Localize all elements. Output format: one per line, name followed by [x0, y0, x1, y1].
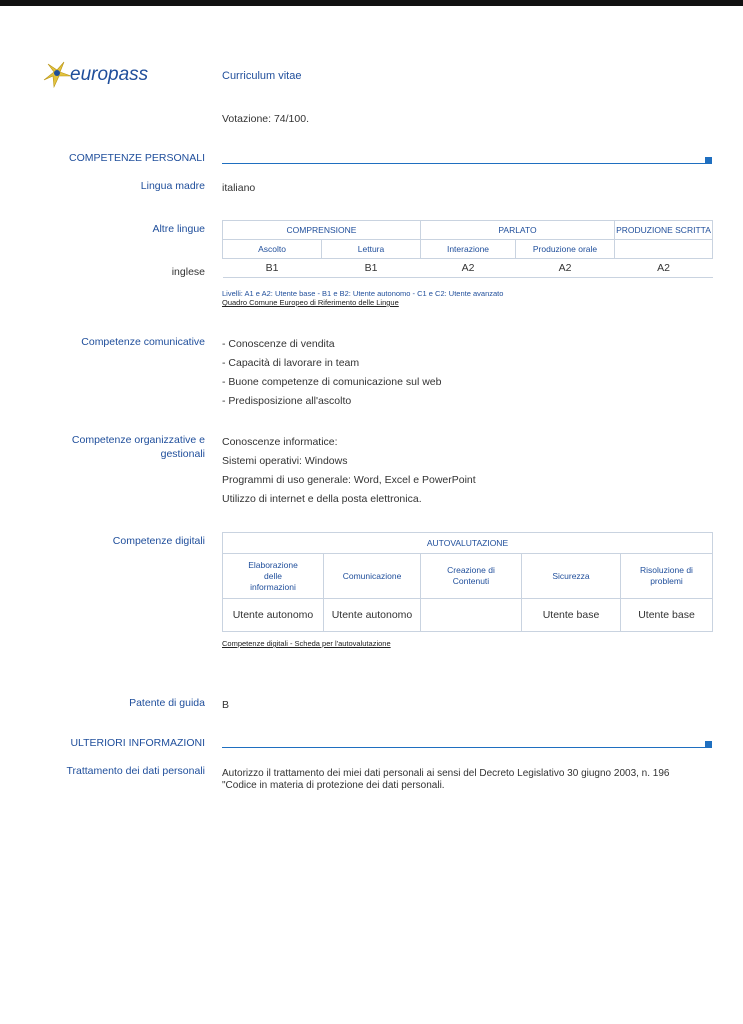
- digital-header-line: Comunicazione: [342, 570, 402, 581]
- mother-tongue-value: italiano: [222, 182, 256, 194]
- digital-header-line: Creazione di: [447, 565, 495, 575]
- section-title-personal: COMPETENZE PERSONALI: [69, 152, 205, 164]
- digital-header-content: [421, 554, 522, 599]
- organizational-item: Sistemi operativi: Windows: [222, 455, 348, 467]
- digital-header-line: problemi: [650, 576, 683, 586]
- logo-wordmark: europass: [70, 64, 149, 85]
- lang-level: B1: [322, 259, 421, 278]
- organizational-item: Utilizzo di internet e della posta elettronica.: [222, 493, 422, 505]
- lang-level: A2: [615, 259, 713, 278]
- lang-subhead-listening: Ascolto: [223, 240, 322, 259]
- communication-item: - Capacità di lavorare in team: [222, 357, 360, 369]
- lang-subhead-interaction: Interazione: [421, 240, 516, 259]
- organizational-item: Programmi di uso generale: Word, Excel e PowerPoint: [222, 474, 476, 486]
- lang-level: A2: [516, 259, 615, 278]
- lang-subhead-empty: [615, 240, 713, 259]
- digital-header-security: [522, 554, 621, 599]
- communication-item: - Predisposizione all'ascolto: [222, 395, 352, 407]
- other-languages-label: Altre lingue: [152, 223, 205, 235]
- digital-value: Utente base: [522, 599, 621, 632]
- digital-self-assessment-link[interactable]: Competenze digitali - Scheda per l'autovalutazione: [222, 639, 391, 648]
- document-title: Curriculum vitae: [222, 70, 302, 82]
- lang-level: A2: [421, 259, 516, 278]
- communication-item: - Conoscenze di vendita: [222, 338, 335, 350]
- digital-header-communication: [324, 554, 421, 599]
- section-marker: [705, 157, 712, 164]
- digital-header-line: Elaborazione: [248, 559, 298, 570]
- digital-header-problem-solving: [621, 554, 713, 599]
- lang-subhead-reading: Lettura: [322, 240, 421, 259]
- digital-header-line: Risoluzione di: [640, 565, 693, 575]
- grade-text: Votazione: 74/100.: [222, 113, 309, 125]
- section-rule: [222, 163, 712, 164]
- language-name: inglese: [171, 266, 205, 278]
- section-title-further: ULTERIORI INFORMAZIONI: [70, 737, 205, 749]
- lang-subhead-oral: Produzione orale: [516, 240, 615, 259]
- digital-group-header: AUTOVALUTAZIONE: [223, 533, 713, 554]
- digital-header-information: [223, 554, 324, 599]
- digital-header-line: informazioni: [250, 581, 296, 592]
- digital-header-line: delle: [264, 570, 282, 581]
- top-border: [0, 0, 743, 6]
- europass-stars-icon: [40, 58, 74, 90]
- language-table: [222, 220, 713, 278]
- levels-note: Livelli: A1 e A2: Utente base - B1 e B2: Utente autonomo - C1 e C2: Utente avanzato: [222, 289, 504, 298]
- lang-group-comprehension: COMPRENSIONE: [223, 221, 421, 240]
- privacy-label: Trattamento dei dati personali: [66, 765, 205, 777]
- lang-level: B1: [223, 259, 322, 278]
- privacy-text-line2: "Codice in materia di protezione dei dati personali.: [222, 780, 445, 791]
- communication-item: - Buone competenze di comunicazione sul web: [222, 376, 442, 388]
- driving-license-value: B: [222, 699, 230, 711]
- framework-link[interactable]: Quadro Comune Europeo di Riferimento delle Lingue: [222, 298, 399, 307]
- mother-tongue-label: Lingua madre: [140, 180, 205, 192]
- digital-value: Utente autonomo: [223, 599, 324, 632]
- digital-value: Utente base: [621, 599, 713, 632]
- digital-header-line: Contenuti: [452, 576, 490, 586]
- digital-label: Competenze digitali: [112, 535, 205, 547]
- digital-header-line: Sicurezza: [552, 570, 590, 581]
- digital-value: Utente autonomo: [324, 599, 421, 632]
- organizational-item: Conoscenze informatice:: [222, 436, 338, 448]
- europass-logo: [40, 58, 150, 92]
- section-marker: [705, 741, 712, 748]
- organizational-label-line2: gestionali: [160, 448, 205, 460]
- privacy-text-line1: Autorizzo il trattamento dei miei dati personali ai sensi del Decreto Legislativo 30 giugno 2003, n. 196: [222, 768, 670, 779]
- digital-table: [222, 532, 713, 632]
- lang-group-writing: PRODUZIONE SCRITTA: [615, 221, 713, 240]
- digital-value: [421, 599, 522, 632]
- lang-group-speaking: PARLATO: [421, 221, 615, 240]
- driving-license-label: Patente di guida: [129, 697, 205, 709]
- communication-label: Competenze comunicative: [81, 336, 205, 348]
- section-rule: [222, 747, 712, 748]
- organizational-label-line1: Competenze organizzative e: [71, 434, 205, 446]
